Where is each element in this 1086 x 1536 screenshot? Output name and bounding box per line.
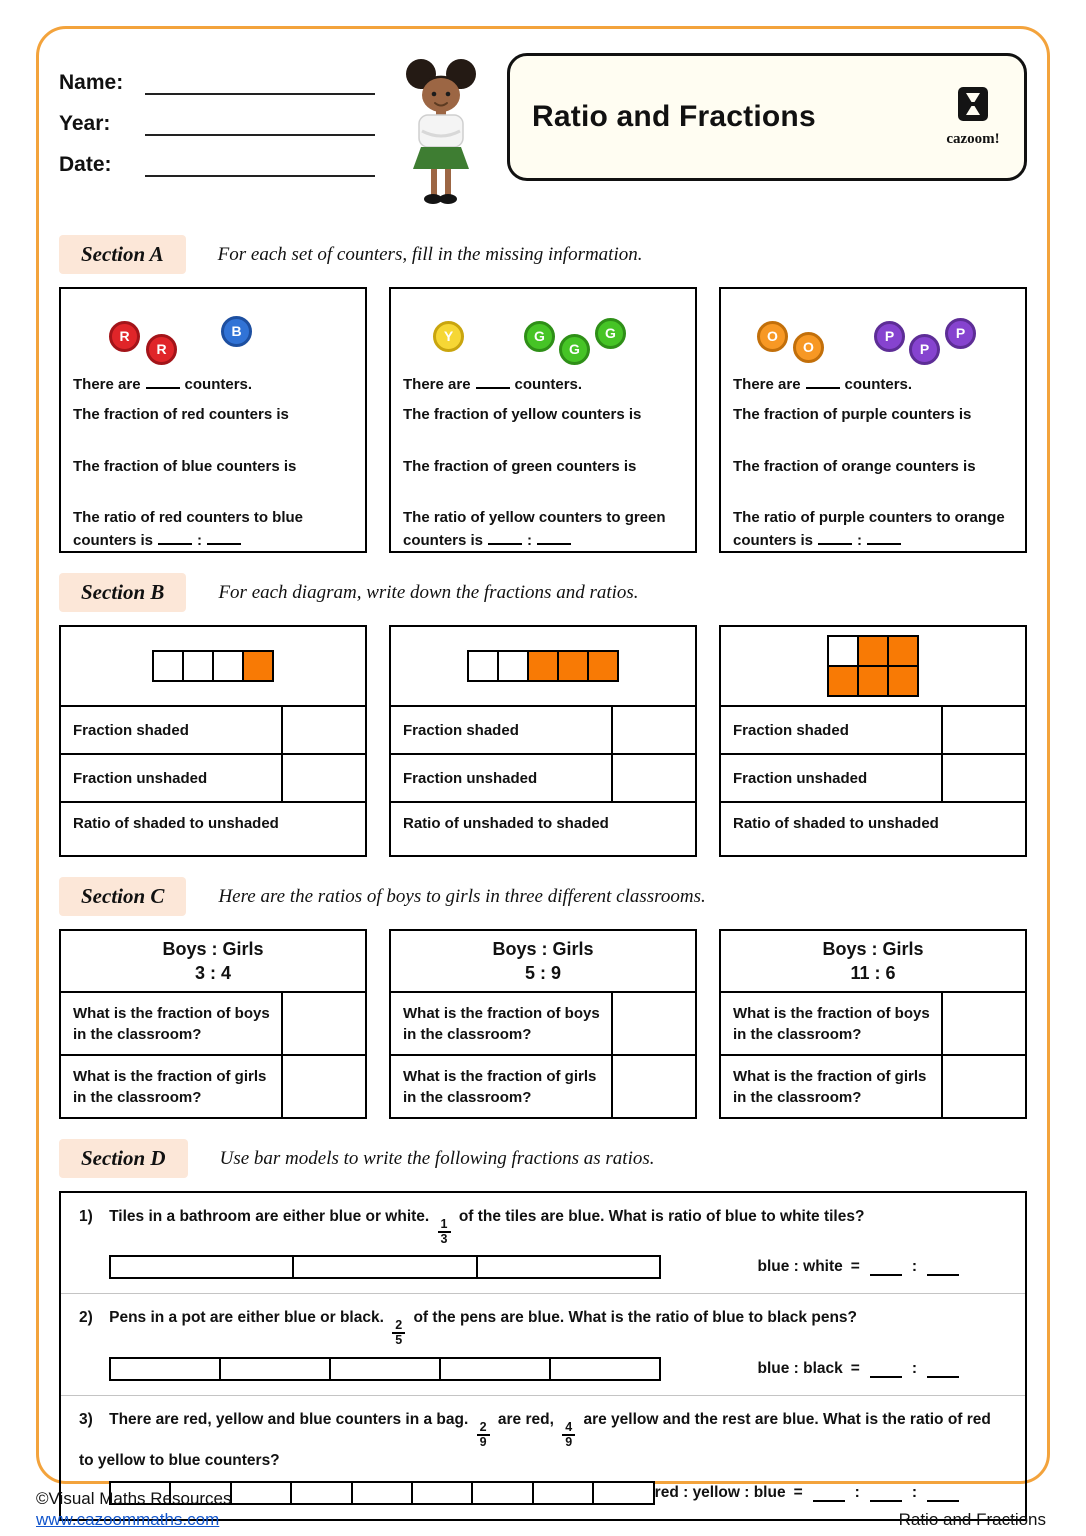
ratio-question [73,507,353,552]
fraction [392,1319,405,1347]
answer-blank [870,1362,902,1378]
row-label: Ratio of unshaded to shaded [403,815,609,832]
year-field [59,110,389,136]
shaded-bar-diagram [391,627,695,705]
section-b-instruction: For each diagram, write down the fractions and ratios. [218,581,639,603]
p-counter: P [909,334,940,365]
problem-text [79,1408,1007,1473]
answer-cell [281,755,365,801]
fraction-numerator: 1 [438,1218,451,1233]
student-illustration [389,55,493,215]
fraction-denominator: 5 [395,1333,403,1348]
fraction-numerator: 2 [392,1319,405,1334]
word-problem-2 [61,1293,1025,1394]
ratio-card-1 [59,929,367,1119]
section-c-instruction: Here are the ratios of boys to girls in three different classrooms. [218,885,706,907]
ratio-text: The ratio of purple counters to orange counters is [733,509,1005,549]
word-problem-1 [61,1193,1025,1293]
answer-cell [611,1056,695,1117]
problem-text [79,1306,1007,1347]
table-row [61,801,365,855]
row-label: Fraction shaded [403,721,519,739]
shaded-grid-diagram [721,627,1025,705]
answer-blank [158,529,192,545]
diagram-card-1 [59,625,367,857]
row-label: Fraction unshaded [403,769,538,787]
fraction-question-2: The fraction of green counters is [403,457,637,475]
cazoom-logo-icon [955,86,991,126]
question-text: What is the fraction of boys in the classroom? [733,1004,930,1043]
answer-cell [941,755,1025,801]
problem-number: 1) [79,1208,93,1225]
table-row [391,991,695,1054]
section-a-label: Section A [59,235,186,274]
diagram-card-3 [719,625,1027,857]
answer-cell [281,993,365,1054]
p-counter: P [945,318,976,349]
section-d-label: Section D [59,1139,188,1178]
table-row [391,1054,695,1117]
ratio-value: 11 : 6 [850,963,896,983]
problem-number: 2) [79,1309,93,1327]
answer-label: red : yellow : blue [654,1484,786,1501]
ratio-colon: : [911,1484,917,1501]
count-line [733,373,1013,396]
answer-cell [941,993,1025,1054]
answer-line [758,1258,961,1276]
problem-text [79,1205,1007,1246]
equals-sign: = [850,1359,860,1377]
o-counter: O [757,321,788,352]
brand-logo [936,86,1010,148]
diagram-card-2 [389,625,697,857]
fraction-question-2: The fraction of blue counters is [73,457,297,475]
bar-model [109,1255,661,1279]
answer-label: blue : white [757,1258,843,1276]
ratio-colon: : [854,1484,860,1501]
count-text-before: There are [403,376,471,393]
title-box [507,53,1027,181]
r-counter: R [109,321,140,352]
problem-text-before: Tiles in a bathroom are either blue or white. [109,1208,430,1225]
section-d-instruction: Use bar models to write the following fractions as ratios. [219,1147,655,1169]
date-field [59,151,389,177]
equals-sign: = [793,1484,803,1501]
fraction-numerator: 2 [477,1421,490,1436]
counter-card-purple-orange [719,287,1027,553]
answer-blank [207,529,241,545]
fraction-question-2: The fraction of orange counters is [733,457,976,475]
answer-blank [537,529,571,545]
counter-set [73,299,353,369]
ratio-card-2 [389,929,697,1119]
ratio-text: The ratio of red counters to blue counters is [73,509,304,549]
copyright-text: ©Visual Maths Resources [36,1488,232,1508]
bar-model [109,1357,661,1381]
y-counter: Y [433,321,464,352]
ratio-card-header [61,931,365,991]
b-counter: B [221,316,252,347]
table-row [721,801,1025,855]
student-fields [59,53,389,192]
ratio-value: 5 : 9 [524,963,562,983]
problem-number: 3) [79,1410,93,1428]
fraction-denominator: 9 [479,1434,487,1449]
g-counter: G [524,321,555,352]
ratio-colon: : [527,532,533,549]
ratio-question [403,507,683,552]
name-label: Name: [59,71,124,94]
row-label: Fraction unshaded [73,769,208,787]
answer-blank [488,529,522,545]
row-label: Fraction shaded [73,721,189,739]
name-field [59,69,389,95]
name-write-line [145,69,375,95]
bar-model-row [79,1255,1007,1279]
question-text: What is the fraction of boys in the classroom? [403,1004,600,1043]
table-row [391,705,695,753]
fraction-question-1: The fraction of purple counters is [733,405,972,423]
date-write-line [145,151,375,177]
boys-girls-heading: Boys : Girls [162,938,264,959]
fraction [562,1421,575,1449]
answer-blank [806,373,840,389]
problem-text-mid: are red, [497,1410,554,1428]
table-row [391,801,695,855]
question-text: What is the fraction of boys in the classroom? [73,1004,270,1043]
answer-blank [476,373,510,389]
problem-text-after: are yellow and the rest are blue. What is the ratio of red to yellow to blue counters? [79,1410,991,1469]
count-text-after: counters. [844,376,913,393]
answer-cell [611,993,695,1054]
section-a-header [59,235,1027,274]
count-text-before: There are [73,376,141,393]
row-label: Fraction unshaded [733,769,868,787]
section-d-header [59,1139,1027,1178]
row-label: Ratio of shaded to unshaded [733,815,939,832]
answer-cell [281,1056,365,1117]
fraction-question-1: The fraction of red counters is [73,405,289,423]
worksheet-header [59,53,1027,215]
fraction-denominator: 3 [440,1232,448,1247]
answer-cell [611,707,695,753]
counter-card-yellow-green [389,287,697,553]
table-row [721,991,1025,1054]
fraction-numerator: 4 [562,1421,575,1436]
table-row [721,753,1025,801]
table-row [721,1054,1025,1117]
ratio-question [733,507,1013,552]
answer-blank [146,373,180,389]
ratio-value: 3 : 4 [194,963,232,983]
count-text-after: counters. [514,376,583,393]
fraction [438,1218,451,1246]
row-label: Ratio of shaded to unshaded [73,815,279,832]
answer-line [757,1360,961,1378]
answer-blank [818,529,852,545]
problem-text-after: of the pens are blue. What is the ratio of blue to black pens? [413,1309,857,1327]
boys-girls-heading: Boys : Girls [822,938,924,959]
answer-cell [281,707,365,753]
counter-set [733,299,1013,369]
ratio-colon: : [911,1258,917,1276]
fraction-denominator: 9 [565,1434,573,1449]
page-footer [36,1488,1046,1531]
footer-attribution [36,1488,232,1531]
p-counter: P [874,321,905,352]
boys-girls-heading: Boys : Girls [492,938,594,959]
section-c-label: Section C [59,877,186,916]
table-row [391,753,695,801]
section-c-cards [59,929,1027,1119]
page-title: Ratio and Fractions [532,100,816,133]
row-label: Fraction shaded [733,721,849,739]
g-counter: G [559,334,590,365]
question-text: What is the fraction of girls in the classroom? [73,1067,267,1106]
footer-link[interactable]: www.cazoommaths.com [36,1509,220,1529]
table-row [61,991,365,1054]
problem-text-before: There are red, yellow and blue counters in a bag. [109,1410,469,1428]
answer-cell [941,1056,1025,1117]
problem-text-after: of the tiles are blue. What is ratio of blue to white tiles? [458,1208,865,1225]
ratio-colon: : [857,532,863,549]
ratio-colon: : [197,532,203,549]
answer-blank [927,1260,959,1276]
answer-blank [870,1260,902,1276]
ratio-text: The ratio of yellow counters to green counters is [403,509,666,549]
brand-name: cazoom! [946,131,1000,147]
counter-card-red-blue [59,287,367,553]
section-a-instruction: For each set of counters, fill in the missing information. [217,243,643,265]
date-label: Date: [59,153,112,176]
section-c-header [59,877,1027,916]
count-line [403,373,683,396]
count-line [73,373,353,396]
table-row [61,753,365,801]
problem-text-before: Pens in a pot are either blue or black. [109,1309,384,1327]
answer-blank [927,1362,959,1378]
table-row [721,705,1025,753]
section-a-cards [59,287,1027,553]
section-b-cards [59,625,1027,857]
fraction-question-1: The fraction of yellow counters is [403,405,642,423]
g-counter: G [595,318,626,349]
table-row [61,705,365,753]
equals-sign: = [850,1258,860,1276]
answer-cell [941,707,1025,753]
ratio-card-3 [719,929,1027,1119]
answer-label: blue : black [757,1359,843,1377]
counter-set [403,299,683,369]
section-d-box [59,1191,1027,1521]
table-row [61,1054,365,1117]
ratio-card-header [721,931,1025,991]
section-b-header [59,573,1027,612]
shaded-bar-diagram [61,627,365,705]
question-text: What is the fraction of girls in the classroom? [403,1067,597,1106]
answer-blank [867,529,901,545]
bar-model-row [79,1357,1007,1381]
question-text: What is the fraction of girls in the classroom? [733,1067,927,1106]
ratio-colon: : [911,1359,917,1377]
year-label: Year: [59,112,111,135]
answer-cell [611,755,695,801]
section-b-label: Section B [59,573,186,612]
ratio-card-header [391,931,695,991]
r-counter: R [146,334,177,365]
footer-title: Ratio and Fractions [898,1510,1046,1529]
year-write-line [145,110,375,136]
count-text-after: counters. [184,376,253,393]
count-text-before: There are [733,376,801,393]
fraction [477,1421,490,1449]
o-counter: O [793,332,824,363]
